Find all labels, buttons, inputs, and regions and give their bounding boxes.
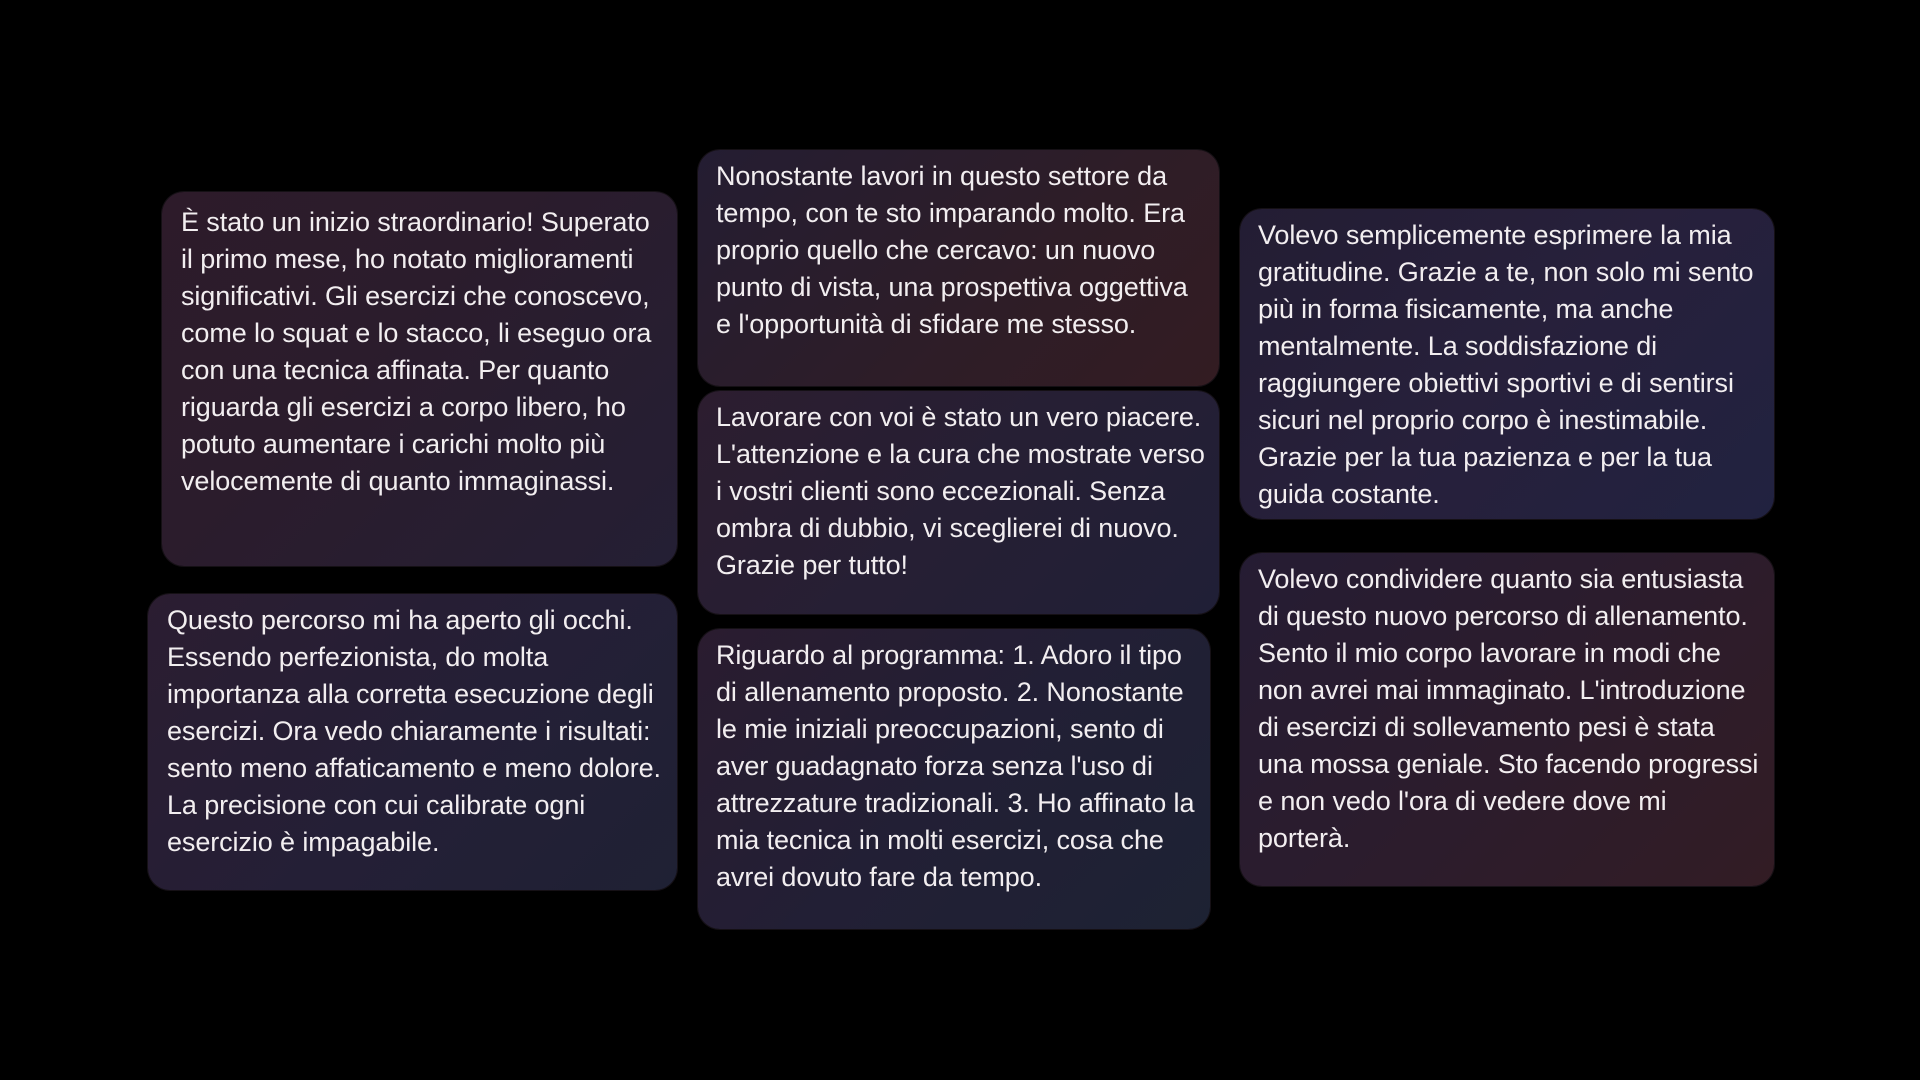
testimonial-bubble-7 bbox=[1240, 553, 1774, 886]
testimonial-text: Volevo condividere quanto sia entusiasta di questo nuovo percorso di allenamento. Sento il mio corpo lavorare in modi che non avrei mai immaginato. L'introduzione di esercizi di sollevamento pesi è stata una mossa geniale. Sto facendo progressi e non vedo l'ora di vedere dove mi porterà. bbox=[1258, 564, 1759, 853]
testimonial-bubble-3 bbox=[698, 150, 1219, 386]
testimonial-bubble-5 bbox=[698, 629, 1210, 929]
testimonial-bubble-2 bbox=[148, 594, 677, 890]
testimonial-text: Nonostante lavori in questo settore da tempo, con te sto imparando molto. Era proprio quello che cercavo: un nuovo punto di vista, una prospettiva oggettiva e l'opportunità di sfidare me stesso. bbox=[716, 161, 1188, 339]
testimonial-text: Questo percorso mi ha aperto gli occhi. Essendo perfezionista, do molta importanza alla corretta esecuzione degli esercizi. Ora vedo chiaramente i risultati: sento meno affaticamento e meno dolore. La precisione con cui calibrate ogni esercizio è impagabile. bbox=[167, 605, 661, 857]
testimonial-text: È stato un inizio straordinario! Superato il primo mese, ho notato miglioramenti significativi. Gli esercizi che conoscevo, come lo squat e lo stacco, li eseguo ora con una tecnica affinata. Per quanto riguarda gli esercizi a corpo libero, ho potuto aumentare i carichi molto più velocemente di quanto immaginassi. bbox=[181, 207, 652, 496]
testimonial-text: Lavorare con voi è stato un vero piacere. L'attenzione e la cura che mostrate verso i vostri clienti sono eccezionali. Senza ombra di dubbio, vi sceglierei di nuovo. Grazie per tutto! bbox=[716, 402, 1205, 580]
testimonial-bubble-1 bbox=[162, 192, 677, 566]
testimonial-text: Riguardo al programma: 1. Adoro il tipo di allenamento proposto. 2. Nonostante le mie iniziali preoccupazioni, sento di aver guadagnato forza senza l'uso di attrezzature tradizionali. 3. Ho affinato la mia tecnica in molti esercizi, cosa che avrei dovuto fare da tempo. bbox=[716, 640, 1195, 892]
testimonial-bubble-6 bbox=[1240, 209, 1774, 519]
testimonial-text: Volevo semplicemente esprimere la mia gratitudine. Grazie a te, non solo mi sento più in forma fisicamente, ma anche mentalmente. La soddisfazione di raggiungere obiettivi sportivi e di sentirsi sicuri nel proprio corpo è inestimabile. Grazie per la tua pazienza e per la tua guida costante. bbox=[1258, 220, 1754, 509]
testimonial-bubble-4 bbox=[698, 391, 1219, 614]
